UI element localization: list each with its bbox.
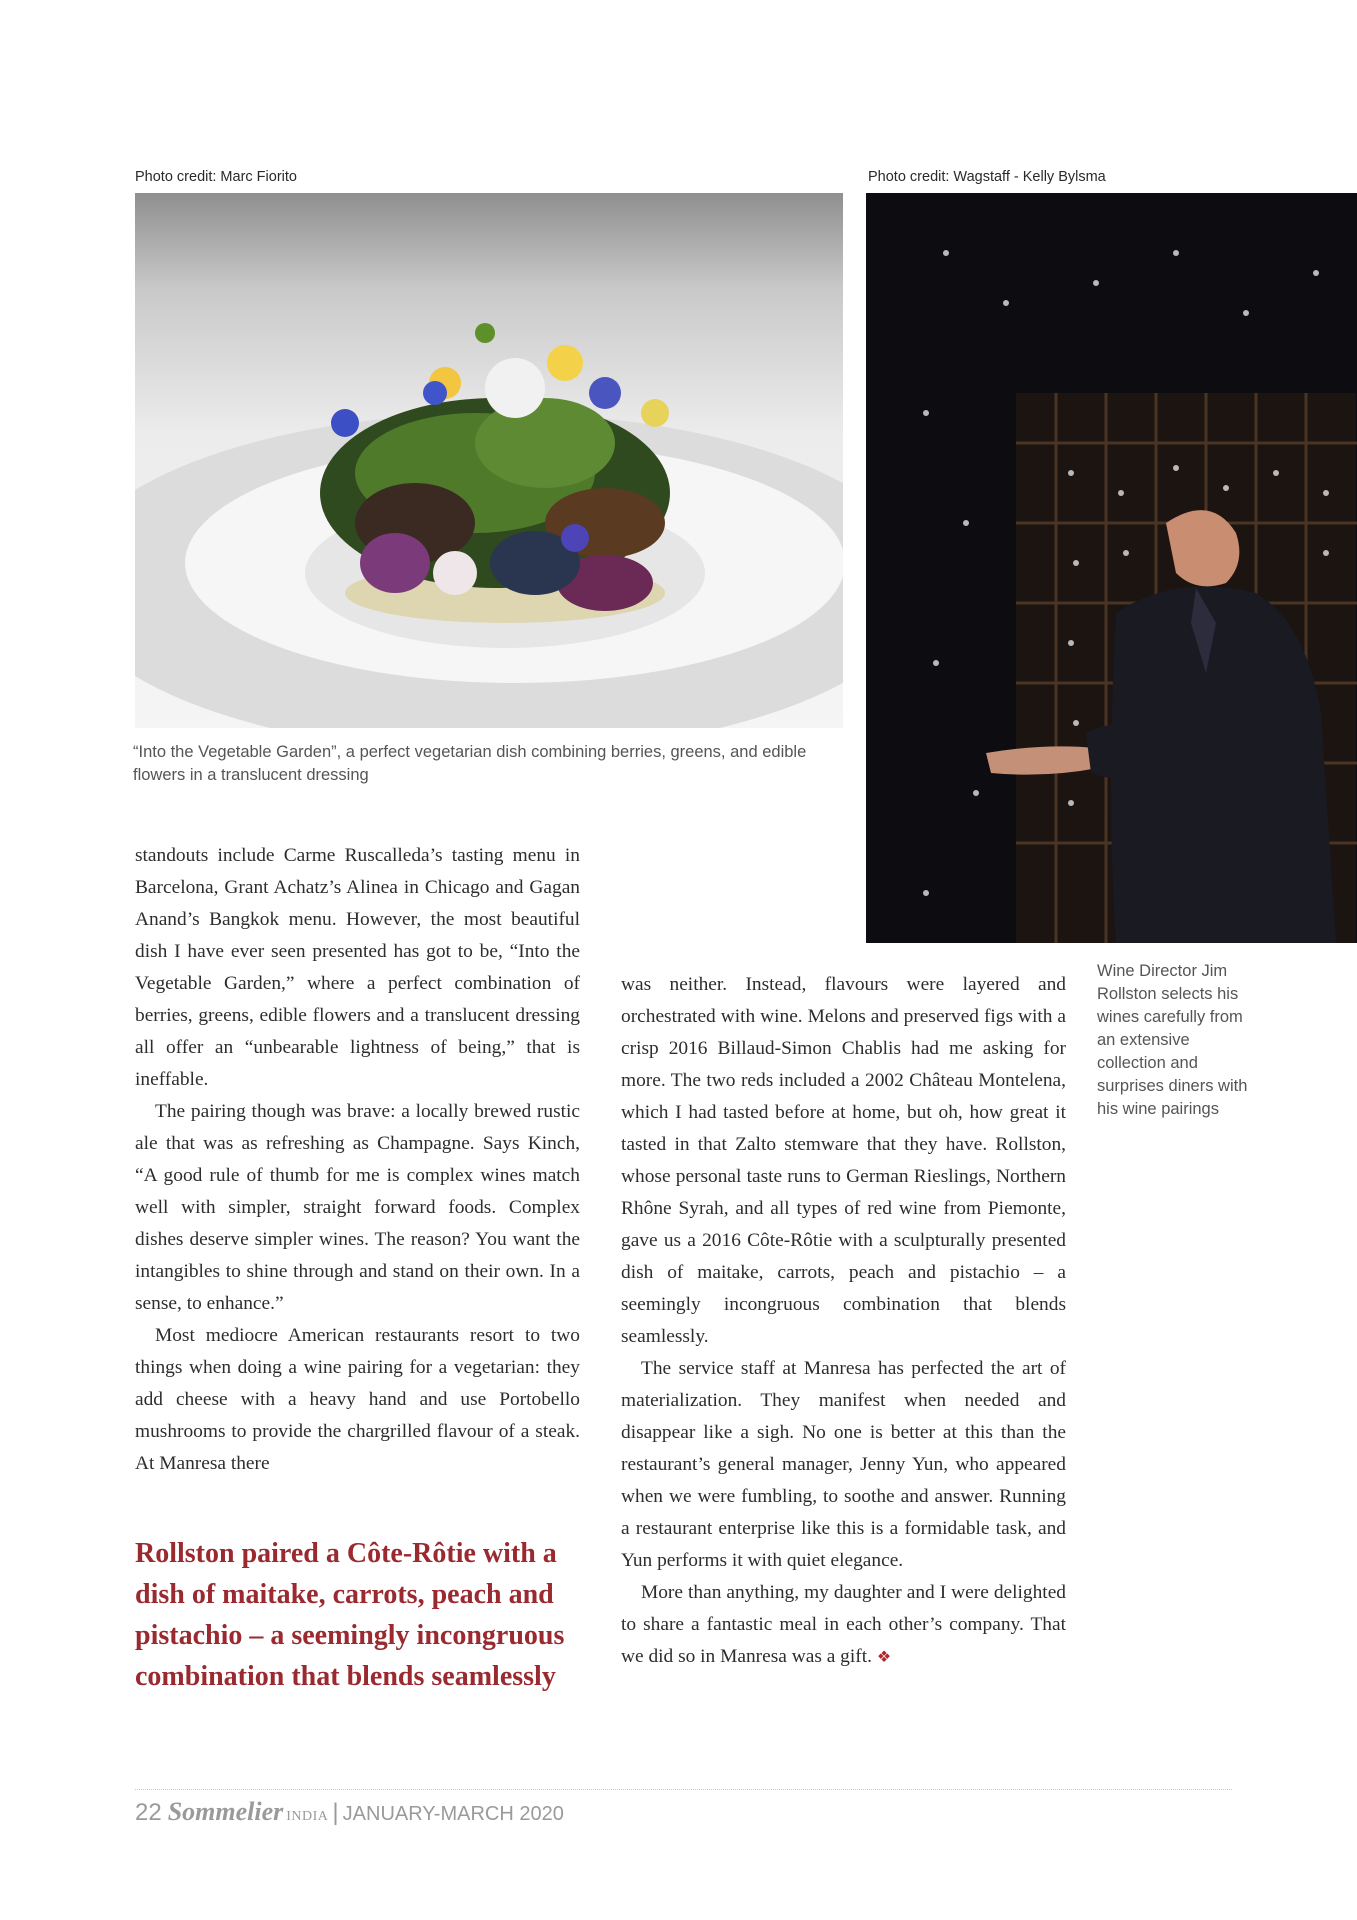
- page-number: 22: [135, 1799, 162, 1826]
- page-footer: [135, 1797, 564, 1833]
- article-column-left: [135, 840, 580, 1480]
- magazine-logo: Sommelier: [167, 1797, 284, 1826]
- dish-photo-caption: “Into the Vegetable Garden”, a perfect vegetarian dish combining berries, greens, and edible flowers in a translucent dressing: [133, 743, 807, 784]
- paragraph: [621, 1577, 1066, 1674]
- paragraph: The service staff at Manresa has perfected the art of materialization. They manifest when needed and disappear like a sigh. No one is better at this than the restaurant’s general manager, Jenny Yun, who appeared when we were fumbling, to soothe and answer. Running a restaurant enterprise like this is a formidable task, and Yun performs it with quiet elegance.: [621, 1358, 1066, 1571]
- pull-quote: Rollston paired a Côte-Rôtie with a dish of maitake, carrots, peach and pistachio – a seemingly incongruous combination that blends seamlessly: [135, 1538, 565, 1692]
- vegetable-garden-photo: [135, 193, 843, 728]
- issue-date: JANUARY-MARCH 2020: [342, 1803, 564, 1825]
- paragraph: standouts include Carme Ruscalleda’s tasting menu in Barcelona, Grant Achatz’s Alinea in Chicago and Gagan Anand’s Bangkok menu. However, the most beautiful dish I have ever seen presented has got to be, “Into the Vegetable Garden,” where a perfect combination of berries, greens, edible flowers and a translucent dressing all offer an “unbearable lightness of being,” that is ineffable.: [135, 845, 580, 1090]
- article-column-middle: [621, 969, 1066, 1674]
- wine-director-photo: [866, 193, 1357, 943]
- footer-separator: |: [332, 1799, 339, 1826]
- paragraph: The pairing though was brave: a locally brewed rustic ale that was as refreshing as Champagne. Says Kinch, “A good rule of thumb for me is complex wines match well with simpler, straight forward foods. Complex dishes deserve simpler wines. The reason? You want the intangibles to shine through and stand on their own. In a sense, to enhance.”: [135, 1101, 580, 1314]
- paragraph-text: More than anything, my daughter and I were delighted to share a fantastic meal in each other’s company. That we did so in Manresa was a gift.: [621, 1582, 1066, 1667]
- photo-credit-left: Photo credit: Marc Fiorito: [135, 169, 297, 185]
- end-of-article-icon: ❖: [876, 1649, 892, 1666]
- magazine-logo-sub: INDIA: [286, 1809, 329, 1824]
- paragraph: was neither. Instead, flavours were layered and orchestrated with wine. Melons and preserved figs with a crisp 2016 Billaud-Simon Chablis had me asking for more. The two reds included a 2002 Château Montelena, which I had tasted before at home, but oh, how great it tasted in that Zalto stemware that they have. Rollston, whose personal taste runs to German Rieslings, Northern Rhône Syrah, and all types of red wine from Piemonte, gave us a 2016 Côte-Rôtie with a sculpturally presented dish of maitake, carrots, peach and pistachio – a seemingly incongruous combination that blends seamlessly.: [621, 974, 1066, 1347]
- photo-credit-right: Photo credit: Wagstaff - Kelly Bylsma: [868, 169, 1106, 185]
- wine-director-caption: Wine Director Jim Rollston selects his wines carefully from an extensive collection and surprises diners with his wine pairings: [1097, 962, 1248, 1118]
- paragraph: Most mediocre American restaurants resort to two things when doing a wine pairing for a vegetarian: they add cheese with a heavy hand and use Portobello mushrooms to provide the chargrilled flavour of a steak. At Manresa there: [135, 1325, 580, 1474]
- footer-divider: [135, 1789, 1232, 1790]
